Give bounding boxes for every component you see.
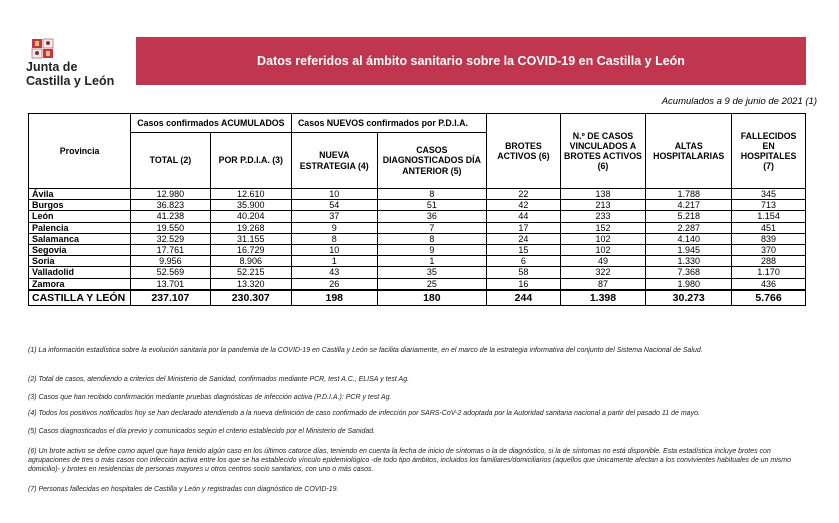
province-name: Segovia xyxy=(29,245,131,256)
table-cell: 10 xyxy=(291,189,377,200)
junta-logo xyxy=(22,38,122,90)
header-diagnosticados: CASOS DIAGNOSTICADOS DÍA ANTERIOR (5) xyxy=(377,133,487,189)
table-cell: 5.766 xyxy=(732,290,806,306)
footnote-2: (2) Total de casos, atendiendo a criterios del Ministerio de Sanidad, confirmados mediante PCR, test A.C., ELISA y test Ag. xyxy=(28,376,410,383)
table-cell: 10 xyxy=(291,245,377,256)
footnote-3: (3) Casos que han recibido confirmación mediante pruebas diagnósticas de infección activa (P.D.I.A.): PCR y test Ag. xyxy=(28,394,392,401)
header-provincia: Provincia xyxy=(29,114,131,189)
table-cell: 16.729 xyxy=(210,245,291,256)
table-row xyxy=(29,211,806,222)
table-cell: 230.307 xyxy=(210,290,291,306)
table-cell: 22 xyxy=(487,189,561,200)
header-total: TOTAL (2) xyxy=(131,133,210,189)
table-cell: 36 xyxy=(377,211,487,222)
table-cell: 42 xyxy=(487,200,561,211)
table-cell: 180 xyxy=(377,290,487,306)
table-cell: 7 xyxy=(377,222,487,233)
table-cell: 8.906 xyxy=(210,256,291,267)
table-cell: 345 xyxy=(732,189,806,200)
province-name: Palencia xyxy=(29,222,131,233)
table-cell: 32.529 xyxy=(131,233,210,244)
footnote-7: (7) Personas fallecidas en hospitales de Castilla y León y registradas con diagnóstico de COVID-19. xyxy=(28,486,339,493)
table-cell: 322 xyxy=(560,267,646,278)
table-cell: 1.980 xyxy=(646,278,732,290)
table-cell: 37 xyxy=(291,211,377,222)
table-cell: 7.368 xyxy=(646,267,732,278)
table-cell: 51 xyxy=(377,200,487,211)
total-row xyxy=(29,290,806,306)
table-cell: 2.287 xyxy=(646,222,732,233)
table-cell: 24 xyxy=(487,233,561,244)
table-row xyxy=(29,256,806,267)
logo-line-2: Castilla y León xyxy=(26,74,115,88)
table-cell: 49 xyxy=(560,256,646,267)
table-cell: 16 xyxy=(487,278,561,290)
table-cell: 1.398 xyxy=(560,290,646,306)
table-cell: 12.980 xyxy=(131,189,210,200)
table-cell: 1.330 xyxy=(646,256,732,267)
table-cell: 198 xyxy=(291,290,377,306)
table-cell: 237.107 xyxy=(131,290,210,306)
table-cell: 1 xyxy=(377,256,487,267)
table-cell: 8 xyxy=(291,233,377,244)
table-cell: 1.945 xyxy=(646,245,732,256)
province-name: Valladolid xyxy=(29,267,131,278)
table-cell: 8 xyxy=(377,233,487,244)
table-cell: 41.238 xyxy=(131,211,210,222)
table-row xyxy=(29,189,806,200)
table-row xyxy=(29,278,806,290)
footnote-6: (6) Un brote activo se define como aquel que haya tenido algún caso en los últimos catorce días, teniendo en cuenta la fecha de inicio de síntomas o la de diagnóstico, si la de síntomas no está disponible. Esta estadística incluye brotes con agrupaciones de tres o más casos con infección activa entre los que se ha establecido vínculo epidemiológico -de todo tipo ámbitos, incluidos los familiares/domiciliarios (aquellos que únicamente afectan a los convivientes habituales de un mismo domicilio)- y brotes en residencias de personas mayores u otros centros socio sanitarios, con uno o más casos. xyxy=(28,448,792,473)
table-cell: 30.273 xyxy=(646,290,732,306)
table-cell: 1.170 xyxy=(732,267,806,278)
table-cell: 44 xyxy=(487,211,561,222)
table-cell: 9 xyxy=(377,245,487,256)
table-cell: 31.155 xyxy=(210,233,291,244)
table-cell: 839 xyxy=(732,233,806,244)
table-cell: 1.788 xyxy=(646,189,732,200)
table-cell: 288 xyxy=(732,256,806,267)
table-cell: 52.215 xyxy=(210,267,291,278)
table-cell: 4.140 xyxy=(646,233,732,244)
table-cell: 19.268 xyxy=(210,222,291,233)
table-cell: 17.761 xyxy=(131,245,210,256)
province-name: CASTILLA Y LEÓN xyxy=(29,290,131,306)
table-cell: 52.569 xyxy=(131,267,210,278)
header-row-groups xyxy=(29,114,806,133)
province-name: Ávila xyxy=(29,189,131,200)
page-title-banner xyxy=(136,37,806,85)
page-title: Datos referidos al ámbito sanitario sobre la COVID-19 en Castilla y León xyxy=(257,54,685,68)
table-row xyxy=(29,267,806,278)
province-name: Soria xyxy=(29,256,131,267)
header-vinculados: N.º DE CASOS VINCULADOS A BROTES ACTIVOS (6) xyxy=(560,114,646,189)
footnote-4: (4) Todos los positivos notificados hoy se han declarado atendiendo a la nueva definición de caso confirmado de infección por SARS-CoV-2 adoptada por la Autoridad sanitaria nacional a partir del pasado 11 de mayo. xyxy=(28,410,700,417)
table-cell: 436 xyxy=(732,278,806,290)
footnote-1: (1) La información estadística sobre la evolución sanitaria por la pandemia de la COVID-19 en Castilla y León se facilita diariamente, en el marco de la estrategia informativa del conjunto del Sistema Nacional de Salud. xyxy=(28,347,703,354)
table-cell: 43 xyxy=(291,267,377,278)
table-cell: 244 xyxy=(487,290,561,306)
table-cell: 15 xyxy=(487,245,561,256)
table-cell: 451 xyxy=(732,222,806,233)
table-cell: 4.217 xyxy=(646,200,732,211)
table-cell: 58 xyxy=(487,267,561,278)
table-row xyxy=(29,200,806,211)
table-cell: 35 xyxy=(377,267,487,278)
table-cell: 138 xyxy=(560,189,646,200)
header-fallecidos: FALLECIDOS EN HOSPITALES (7) xyxy=(732,114,806,189)
table-cell: 9.956 xyxy=(131,256,210,267)
table-cell: 25 xyxy=(377,278,487,290)
table-cell: 102 xyxy=(560,233,646,244)
table-cell: 13.320 xyxy=(210,278,291,290)
table-cell: 370 xyxy=(732,245,806,256)
header-group-acumulados: Casos confirmados ACUMULADOS xyxy=(131,114,292,133)
province-name: Zamora xyxy=(29,278,131,290)
table-cell: 5.218 xyxy=(646,211,732,222)
accumulated-date-note: Acumulados a 9 de junio de 2021 (1) xyxy=(661,96,817,107)
logo-line-1: Junta de xyxy=(26,60,78,74)
table-cell: 54 xyxy=(291,200,377,211)
province-name: Burgos xyxy=(29,200,131,211)
table-row xyxy=(29,245,806,256)
covid-data-table xyxy=(28,113,806,306)
table-cell: 19.550 xyxy=(131,222,210,233)
table-cell: 233 xyxy=(560,211,646,222)
table-cell: 9 xyxy=(291,222,377,233)
table-cell: 87 xyxy=(560,278,646,290)
footnote-5: (5) Casos diagnosticados el día previo y comunicados según el criterio establecido por el Ministerio de Sanidad. xyxy=(28,428,376,435)
table-cell: 36.823 xyxy=(131,200,210,211)
table-cell: 713 xyxy=(732,200,806,211)
table-cell: 152 xyxy=(560,222,646,233)
table-cell: 6 xyxy=(487,256,561,267)
table-cell: 102 xyxy=(560,245,646,256)
table-cell: 8 xyxy=(377,189,487,200)
coat-of-arms-icon xyxy=(30,38,56,60)
table-cell: 1.154 xyxy=(732,211,806,222)
table-cell: 213 xyxy=(560,200,646,211)
table-cell: 13.701 xyxy=(131,278,210,290)
province-name: León xyxy=(29,211,131,222)
table-cell: 12.610 xyxy=(210,189,291,200)
table-cell: 17 xyxy=(487,222,561,233)
table-cell: 1 xyxy=(291,256,377,267)
table-row xyxy=(29,233,806,244)
header-nueva-estrategia: NUEVA ESTRATEGIA (4) xyxy=(291,133,377,189)
table-row xyxy=(29,222,806,233)
table-cell: 26 xyxy=(291,278,377,290)
header-pdia: POR P.D.I.A. (3) xyxy=(210,133,291,189)
table-cell: 35.900 xyxy=(210,200,291,211)
header-brotes: BROTES ACTIVOS (6) xyxy=(487,114,561,189)
header-altas: ALTAS HOSPITALARIAS xyxy=(646,114,732,189)
table-cell: 40.204 xyxy=(210,211,291,222)
province-name: Salamanca xyxy=(29,233,131,244)
header-group-nuevos: Casos NUEVOS confirmados por P.D.I.A. xyxy=(291,114,486,133)
